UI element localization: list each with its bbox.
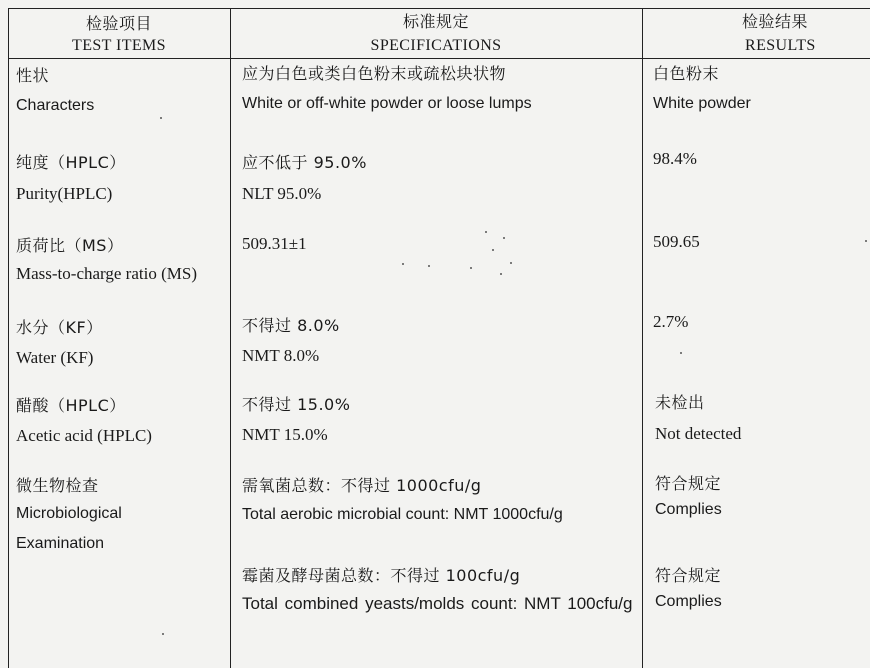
item-micro-cn: 微生物检查 (16, 476, 99, 495)
item-mass-en: Mass-to-charge ratio (MS) (16, 264, 197, 283)
header-specifications-en: SPECIFICATIONS (370, 37, 502, 54)
result-mass: 509.65 (653, 232, 700, 251)
header-results-en: RESULTS (745, 37, 816, 54)
item-purity-cn: 纯度（HPLC） (16, 153, 126, 172)
result-purity: 98.4% (653, 149, 697, 168)
result-aerobic-cn: 符合规定 (655, 474, 722, 493)
header-bottom-border (8, 58, 870, 59)
column-divider-1 (230, 8, 231, 668)
item-micro-en-line2: Examination (16, 535, 105, 552)
spec-yeasts-cn: 霉菌及酵母菌总数：不得过 100cfu/g (242, 566, 521, 585)
scan-speck (865, 240, 867, 242)
item-characters-cn: 性状 (16, 66, 50, 85)
scan-speck (428, 265, 430, 267)
result-yeasts-en: Complies (655, 593, 722, 610)
item-micro-en-line1: Microbiological (16, 505, 122, 522)
result-aerobic-en: Complies (655, 501, 722, 518)
scan-speck (162, 633, 164, 635)
scan-speck (510, 262, 512, 264)
spec-acetic-en: NMT 15.0% (242, 425, 328, 444)
result-acetic-cn: 未检出 (655, 393, 705, 412)
table-left-border (8, 8, 9, 668)
result-water: 2.7% (653, 312, 689, 331)
result-characters-en: White powder (653, 95, 751, 112)
header-test-items-cn: 检验项目 (85, 14, 152, 33)
spec-acetic-cn: 不得过 15.0% (242, 395, 351, 414)
scan-speck (160, 117, 162, 119)
spec-water-cn: 不得过 8.0% (242, 316, 340, 335)
scan-speck (402, 263, 404, 265)
item-mass-cn: 质荷比（MS） (16, 236, 124, 255)
item-acetic-cn: 醋酸（HPLC） (16, 396, 126, 415)
result-yeasts-cn: 符合规定 (655, 566, 722, 585)
spec-yeasts-en: Total combined yeasts/molds count: NMT 100cfu/g (242, 594, 633, 613)
header-test-items-en: TEST ITEMS (72, 37, 166, 54)
column-divider-2 (642, 8, 643, 668)
scan-speck (492, 249, 494, 251)
item-characters-en: Characters (16, 97, 95, 114)
scan-speck (485, 231, 487, 233)
scan-speck (503, 237, 505, 239)
item-acetic-en: Acetic acid (HPLC) (16, 426, 152, 445)
spec-aerobic-cn: 需氧菌总数：不得过 1000cfu/g (242, 476, 482, 495)
result-acetic-en: Not detected (655, 424, 742, 443)
spec-water-en: NMT 8.0% (242, 346, 320, 365)
scan-speck (470, 267, 472, 269)
item-purity-en: Purity(HPLC) (16, 184, 113, 203)
spec-aerobic-en: Total aerobic microbial count: NMT 1000cfu/g (242, 506, 563, 523)
spec-characters-en: White or off-white powder or loose lumps (242, 95, 532, 112)
header-results-cn: 检验结果 (742, 12, 809, 31)
spec-characters-cn: 应为白色或类白色粉末或疏松块状物 (242, 64, 507, 83)
scan-speck (680, 352, 682, 354)
spec-mass: 509.31±1 (242, 234, 307, 253)
item-water-en: Water (KF) (16, 348, 94, 367)
scan-speck (500, 273, 502, 275)
result-characters-cn: 白色粉末 (653, 64, 720, 83)
spec-purity-en: NLT 95.0% (242, 184, 322, 203)
table-top-border (8, 8, 870, 9)
spec-purity-cn: 应不低于 95.0% (242, 153, 367, 172)
header-specifications-cn: 标准规定 (402, 12, 469, 31)
item-water-cn: 水分（KF） (16, 318, 103, 337)
